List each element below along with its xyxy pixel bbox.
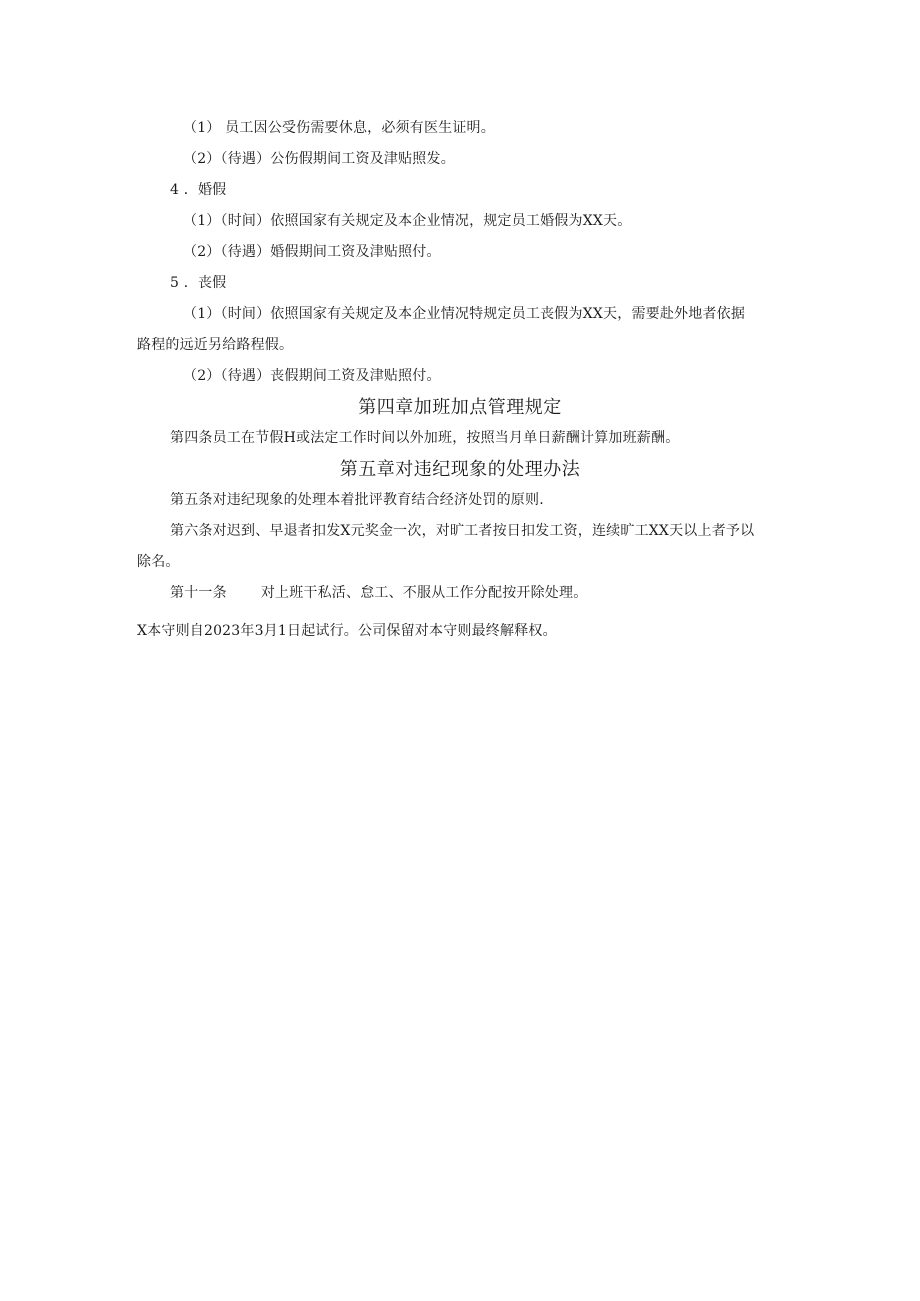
article-6-line-1: 第六条对迟到、早退者扣发X元奖金一次，对旷工者按日扣发工资，连续旷工XX天以上者予以	[170, 523, 755, 539]
article-5: 第五条对违纪现象的处理本着批评教育结合经济处罚的原则.	[170, 492, 544, 508]
work-injury-item-2: （2）（待遇）公伤假期间工资及津贴照发。	[183, 151, 455, 167]
marriage-leave-heading: 4 ．婚假	[170, 182, 227, 198]
article-4: 第四条员工在节假H或法定工作时间以外加班，按照当月单日薪酬计算加班薪酬。	[170, 430, 680, 446]
final-note: X本守则自2023年3月1日起试行。公司保留对本守则最终解释权。	[137, 623, 557, 639]
bereavement-leave-item-2: （2）（待遇）丧假期间工资及津贴照付。	[183, 368, 441, 384]
chapter-5-title: 第五章对违纪现象的处理办法	[339, 459, 581, 480]
chapter-4-title: 第四章加班加点管理规定	[358, 397, 562, 418]
article-11-text: 对上班干私活、怠工、不服从工作分配按开除处理。	[260, 585, 588, 601]
work-injury-item-1: （1） 员工因公受伤需要休息，必须有医生证明。	[183, 120, 495, 136]
bereavement-leave-item-1-line-1: （1）（时间）依照国家有关规定及本企业情况特规定员工丧假为XX天，需要赴外地者依据	[183, 306, 746, 322]
article-11	[170, 583, 587, 603]
article-11-label: 第十一条	[170, 585, 227, 601]
article-6-line-2: 除名。	[137, 554, 180, 570]
marriage-leave-item-1: （1）（时间）依照国家有关规定及本企业情况，规定员工婚假为XX天。	[183, 213, 632, 229]
marriage-leave-item-2: （2）（待遇）婚假期间工资及津贴照付。	[183, 244, 441, 260]
bereavement-leave-item-1-line-2: 路程的远近另给路程假。	[137, 337, 294, 353]
bereavement-leave-heading: 5 ．丧假	[170, 275, 227, 291]
